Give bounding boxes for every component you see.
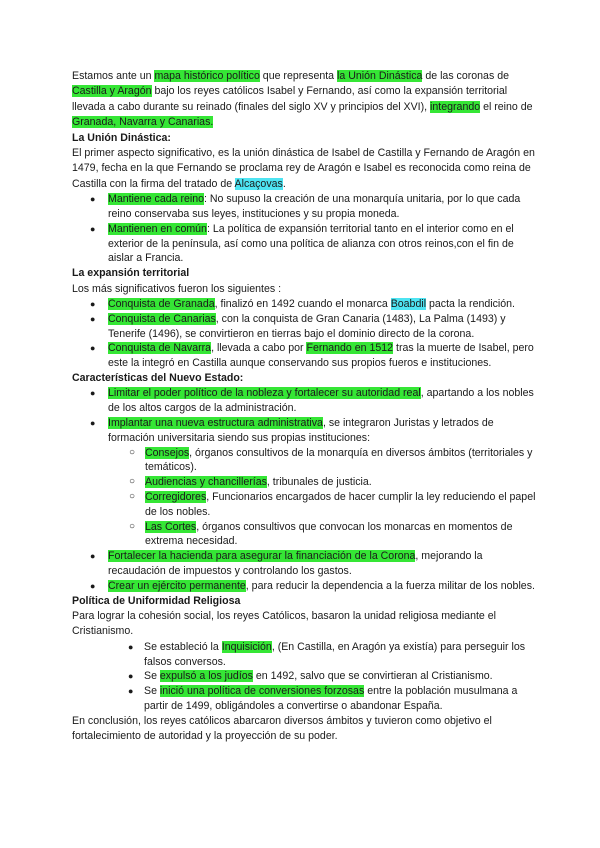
list-item: ○ Las Cortes, órganos consultivos que convocan los monarcas en momentos de extrema necesidad. <box>72 520 538 550</box>
highlight: inició una política de conversiones forzosas <box>159 685 365 698</box>
list-item: ○ Audiencias y chancillerías, tribunales de justicia. <box>72 475 538 490</box>
religiosa-list <box>72 640 538 714</box>
highlight: integrando <box>430 100 481 113</box>
highlight: expulsó a los judíos <box>159 670 253 683</box>
highlight: Castilla y Aragón <box>72 85 152 98</box>
highlight: Consejos <box>145 446 190 459</box>
highlight: Corregidores <box>145 491 207 504</box>
highlight: la Unión Dinástica <box>337 70 423 82</box>
highlight: Audiencias y chancillerías <box>145 476 267 489</box>
institutions-sublist <box>72 446 538 550</box>
list-item: ● Implantar una nueva estructura administrativa, se integraron Juristas y letrados de formación universitaria siendo sus propias instituciones: <box>72 416 538 446</box>
section-heading-religiosa: Política de Uniformidad Religiosa <box>72 594 241 607</box>
highlight: Granada, Navarra y Canarias. <box>72 116 214 129</box>
list-item: ○ Consejos, órganos consultivos de la monarquía en diversos ámbitos (territoriales y temáticos). <box>72 446 538 476</box>
list-item: ● Mantiene cada reino: No supuso la creación de una monarquía unitaria, por lo que cada reino conservaba sus leyes, instituciones y su propia moneda. <box>72 192 538 222</box>
section-heading-expansion: La expansión territorial <box>72 267 190 280</box>
estado-list-continued <box>72 549 538 593</box>
highlight: mapa histórico político <box>154 70 260 82</box>
conclusion-paragraph: En conclusión, los reyes católicos abarcaron diversos ámbitos y tuvieron como objetivo el fortalecimiento de autoridad y la proyección de su poder. <box>72 714 492 743</box>
list-item: ● Limitar el poder político de la nobleza y fortalecer su autoridad real, apartando a los nobles de los altos cargos de la administración. <box>72 386 538 416</box>
highlight: Las Cortes <box>145 520 197 533</box>
list-item: ● Se estableció la Inquisición, (En Castilla, en Aragón ya existía) para perseguir los falsos conversos. <box>72 640 538 670</box>
list-item: ● Fortalecer la hacienda para asegurar la financiación de la Corona, mejorando la recaudación de impuestos y controlando los gastos. <box>72 549 538 579</box>
intro-paragraph: Estamos ante un mapa histórico político que representa la Unión Dinástica de las coronas de Castilla y Aragón bajo los reyes católicos Isabel y Fernando, así como la expansión territorial llevada a cabo durante su reinado (finales del siglo XV y principios del XVI), integrando el reino de Granada, Navarra y Canarias. <box>72 70 533 129</box>
highlight: Crear un ejército permanente <box>108 579 246 592</box>
list-item: ● Conquista de Navarra, llevada a cabo por Fernando en 1512 tras la muerte de Isabel, pero este la integró en Castilla aunque conservando sus propios fueros e instituciones. <box>72 341 538 371</box>
highlight: Conquista de Navarra <box>108 342 212 355</box>
highlight: Fortalecer la hacienda para asegurar la financiación de la Corona <box>108 550 416 563</box>
highlight: Fernando en 1512 <box>306 342 394 355</box>
highlight: Boabdil <box>390 298 427 311</box>
highlight: Limitar el poder político de la nobleza y fortalecer su autoridad real <box>108 387 421 400</box>
list-item: ● Se expulsó a los judíos en 1492, salvo que se convirtieran al Cristianismo. <box>72 669 538 684</box>
list-item: ● Conquista de Granada, finalizó en 1492 cuando el monarca Boabdil pacta la rendición. <box>72 297 538 312</box>
highlight: Implantar una nueva estructura administrativa <box>108 417 323 430</box>
expansion-list <box>72 297 538 371</box>
highlight: Inquisición <box>221 640 272 653</box>
section-heading-estado: Características del Nuevo Estado: <box>72 372 244 385</box>
union-paragraph: El primer aspecto significativo, es la unión dinástica de Isabel de Castilla y Fernando de Aragón en 1479, fecha en la que Fernando se proclama rey de Aragón e Isabel es reconocida como reina de Castilla con la firma del tratado de Alcaçovas. <box>72 147 535 190</box>
estado-list <box>72 386 538 445</box>
list-item: ● Mantienen en común: La política de expansión territorial tanto en el interior como en el exterior de la península, así como una política de alianza con otros reinos,con el fin de aislar a Francia. <box>72 222 538 266</box>
religiosa-intro: Para lograr la cohesión social, los reyes Católicos, basaron la unidad religiosa mediante el Cristianismo. <box>72 610 496 638</box>
highlight: Conquista de Canarias <box>108 312 216 325</box>
expansion-intro: Los más significativos fueron los siguientes : <box>72 282 282 295</box>
section-heading-union: La Unión Dinástica: <box>72 131 171 144</box>
highlight: Alcaçovas <box>234 177 283 190</box>
highlight: Mantiene cada reino <box>108 193 204 206</box>
highlight: Mantienen en común <box>108 222 207 235</box>
list-item: ● Conquista de Canarias, con la conquista de Gran Canaria (1483), La Palma (1493) y Tenerife (1496), se convirtieron en tierras bajo el dominio directo de la corona. <box>72 312 538 342</box>
list-item: ○ Corregidores, Funcionarios encargados de hacer cumplir la ley reduciendo el papel de los nobles. <box>72 490 538 520</box>
list-item: ● Se inició una política de conversiones forzosas entre la población musulmana a partir de 1499, obligándoles a convertirse o abandonar España. <box>72 684 538 714</box>
union-list <box>72 192 538 266</box>
highlight: Conquista de Granada <box>108 298 215 311</box>
list-item: ● Crear un ejército permanente, para reducir la dependencia a la fuerza militar de los nobles. <box>72 579 538 594</box>
